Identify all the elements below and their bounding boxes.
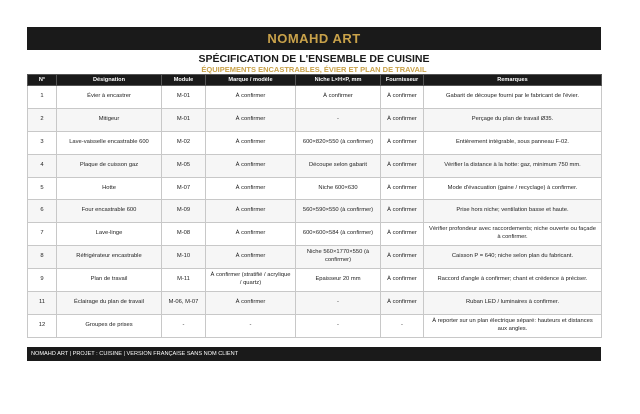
column-header: Fournisseur: [381, 75, 424, 86]
cell-module: M-11: [162, 269, 206, 292]
cell-brand-model: À confirmer: [206, 223, 296, 246]
cell-supplier: À confirmer: [381, 131, 424, 154]
cell-supplier: À confirmer: [381, 292, 424, 315]
column-header: Remarques: [424, 75, 602, 86]
cell-brand-model: À confirmer: [206, 200, 296, 223]
cell-remarks: Vérifier la distance à la hotte: gaz, minimum 750 mm.: [424, 154, 602, 177]
cell-remarks: Mode d'évacuation (gaine / recyclage) à confirmer.: [424, 177, 602, 200]
cell-designation: Lave-vaisselle encastrable 600: [57, 131, 162, 154]
cell-number: 1: [28, 86, 57, 109]
table-header-row: [28, 75, 602, 86]
cell-remarks: Ruban LED / luminaires à confirmer.: [424, 292, 602, 315]
cell-module: M-09: [162, 200, 206, 223]
cell-niche: Découpe selon gabarit: [296, 154, 381, 177]
cell-niche: -: [296, 108, 381, 131]
cell-module: M-06, M-07: [162, 292, 206, 315]
table-row: [28, 223, 602, 246]
cell-designation: Hotte: [57, 177, 162, 200]
cell-remarks: À reporter sur un plan électrique séparé: hauteurs et distances aux angles.: [424, 314, 602, 337]
cell-niche: -: [296, 314, 381, 337]
cell-supplier: À confirmer: [381, 177, 424, 200]
cell-brand-model: À confirmer (stratifié / acrylique / quartz): [206, 269, 296, 292]
document-subtitle: ÉQUIPEMENTS ENCASTRABLES, ÉVIER ET PLAN DE TRAVAIL: [201, 65, 427, 74]
cell-niche: Niche 560×1770×550 (à confirmer): [296, 246, 381, 269]
cell-remarks: Raccord d'angle à confirmer; chant et crédence à préciser.: [424, 269, 602, 292]
cell-remarks: Perçage du plan de travail Ø35.: [424, 108, 602, 131]
brand-name: NOMAHD ART: [267, 31, 361, 46]
cell-number: 12: [28, 314, 57, 337]
cell-supplier: À confirmer: [381, 154, 424, 177]
cell-number: 7: [28, 223, 57, 246]
cell-remarks: Entièrement intégrable, sous panneau F-02.: [424, 131, 602, 154]
cell-niche: Epaisseur 20 mm: [296, 269, 381, 292]
cell-brand-model: À confirmer: [206, 108, 296, 131]
document-title: SPÉCIFICATION DE L'ENSEMBLE DE CUISINE: [198, 53, 430, 65]
cell-brand-model: À confirmer: [206, 154, 296, 177]
table-row: [28, 200, 602, 223]
cell-niche: 600×600×584 (à confirmer): [296, 223, 381, 246]
cell-designation: Éclairage du plan de travail: [57, 292, 162, 315]
cell-module: M-05: [162, 154, 206, 177]
cell-niche: 560×590×550 (à confirmer): [296, 200, 381, 223]
cell-number: 11: [28, 292, 57, 315]
cell-number: 3: [28, 131, 57, 154]
page-footer: [27, 347, 601, 361]
table-row: [28, 131, 602, 154]
cell-module: M-01: [162, 108, 206, 131]
cell-brand-model: À confirmer: [206, 177, 296, 200]
cell-module: M-08: [162, 223, 206, 246]
table-row: [28, 246, 602, 269]
cell-number: 9: [28, 269, 57, 292]
cell-brand-model: À confirmer: [206, 86, 296, 109]
table-row: [28, 269, 602, 292]
table-row: [28, 86, 602, 109]
cell-number: 5: [28, 177, 57, 200]
cell-supplier: À confirmer: [381, 246, 424, 269]
column-header: Module: [162, 75, 206, 86]
table-row: [28, 108, 602, 131]
cell-brand-model: À confirmer: [206, 292, 296, 315]
cell-brand-model: À confirmer: [206, 246, 296, 269]
column-header: Désignation: [57, 75, 162, 86]
cell-number: 4: [28, 154, 57, 177]
cell-number: 2: [28, 108, 57, 131]
cell-niche: 600×820×550 (à confirmer): [296, 131, 381, 154]
cell-remarks: Prise hors niche; ventilation basse et haute.: [424, 200, 602, 223]
cell-module: -: [162, 314, 206, 337]
cell-designation: Groupes de prises: [57, 314, 162, 337]
table-row: [28, 292, 602, 315]
cell-supplier: À confirmer: [381, 223, 424, 246]
cell-supplier: À confirmer: [381, 86, 424, 109]
cell-number: 8: [28, 246, 57, 269]
column-header: Marque / modèle: [206, 75, 296, 86]
cell-module: M-10: [162, 246, 206, 269]
column-header: N°: [28, 75, 57, 86]
cell-niche: -: [296, 292, 381, 315]
cell-brand-model: -: [206, 314, 296, 337]
cell-supplier: -: [381, 314, 424, 337]
cell-module: M-07: [162, 177, 206, 200]
specification-table: [27, 74, 602, 338]
cell-designation: Évier à encastrer: [57, 86, 162, 109]
cell-niche: À confirmer: [296, 86, 381, 109]
cell-designation: Four encastrable 600: [57, 200, 162, 223]
cell-supplier: À confirmer: [381, 108, 424, 131]
cell-designation: Plaque de cuisson gaz: [57, 154, 162, 177]
cell-designation: Plan de travail: [57, 269, 162, 292]
cell-supplier: À confirmer: [381, 269, 424, 292]
brand-banner: [27, 27, 601, 50]
cell-niche: Niche 600×630: [296, 177, 381, 200]
cell-supplier: À confirmer: [381, 200, 424, 223]
table-row: [28, 154, 602, 177]
cell-module: M-01: [162, 86, 206, 109]
table-row: [28, 314, 602, 337]
column-header: Niche L×H×P, mm: [296, 75, 381, 86]
table-row: [28, 177, 602, 200]
cell-remarks: Caisson P = 640; niche selon plan du fabricant.: [424, 246, 602, 269]
cell-brand-model: À confirmer: [206, 131, 296, 154]
footer-text: NOMAHD ART | PROJET : CUISINE | VERSION FRANÇAISE SANS NOM CLIENT: [31, 351, 239, 357]
cell-remarks: Vérifier profondeur avec raccordements; niche ouverte ou façade à confirmer.: [424, 223, 602, 246]
cell-designation: Lave-linge: [57, 223, 162, 246]
cell-designation: Réfrigérateur encastrable: [57, 246, 162, 269]
cell-designation: Mitigeur: [57, 108, 162, 131]
cell-number: 6: [28, 200, 57, 223]
cell-module: M-02: [162, 131, 206, 154]
cell-remarks: Gabarit de découpe fourni par le fabricant de l'évier.: [424, 86, 602, 109]
